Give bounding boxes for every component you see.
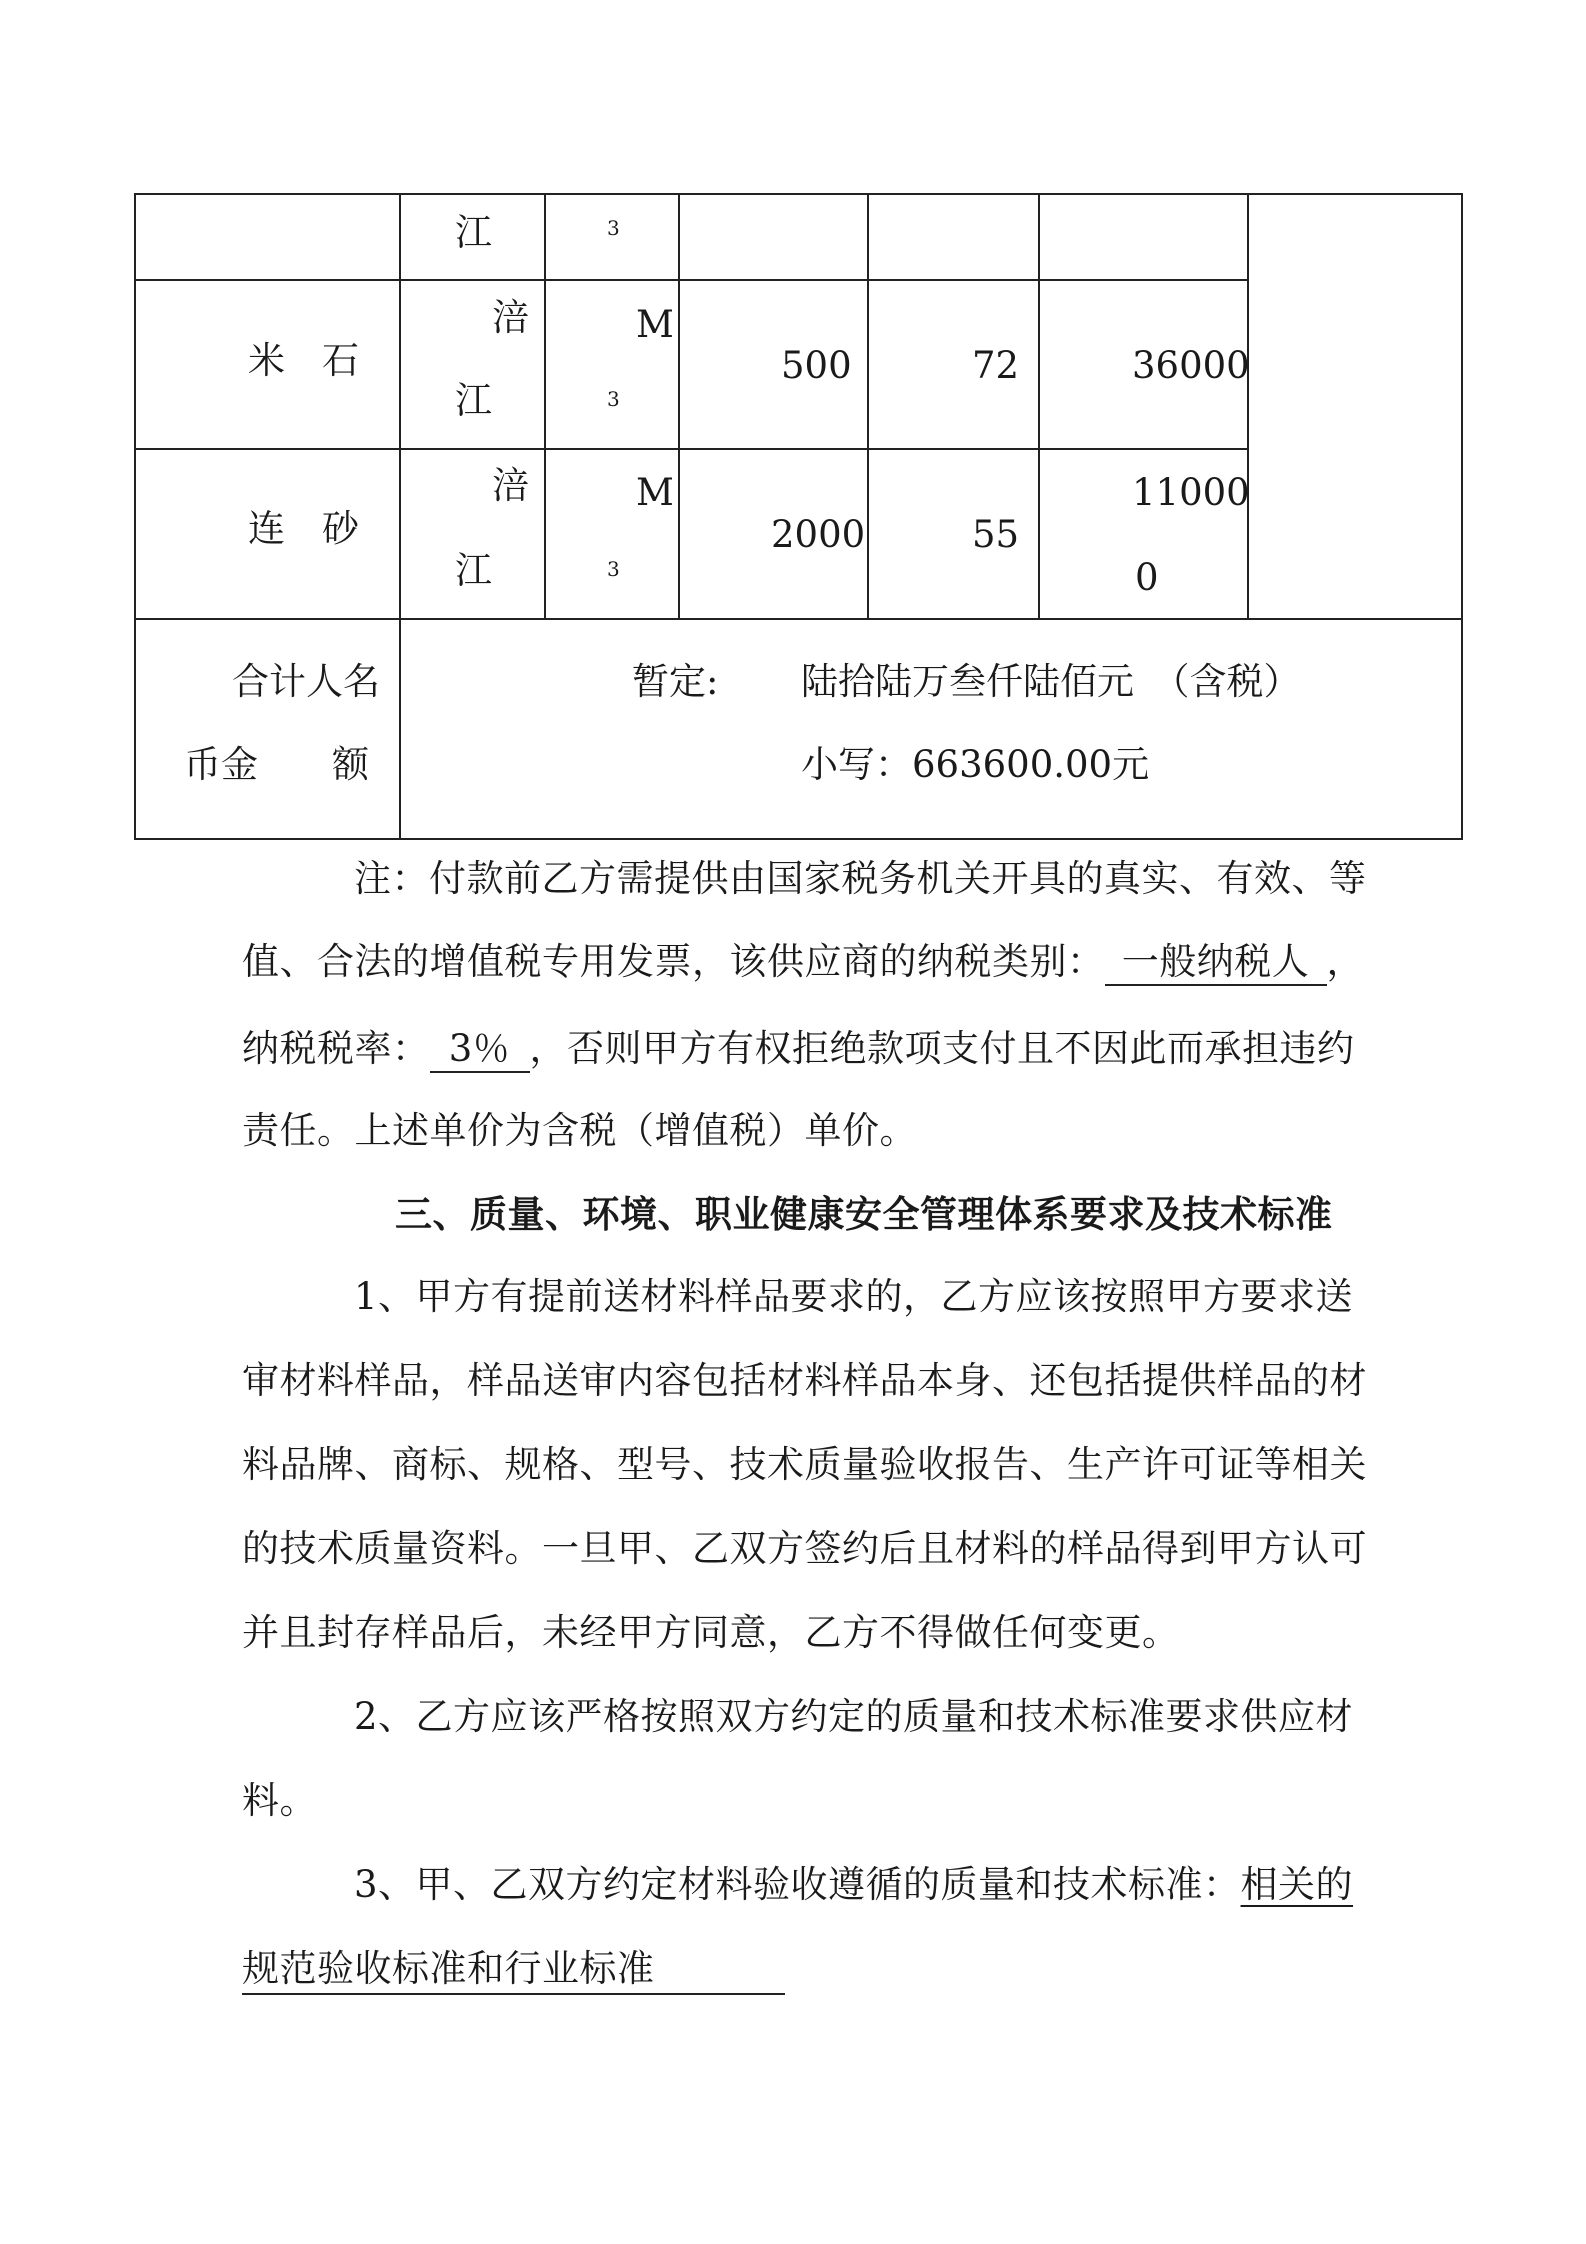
- table-col-line-3: [678, 193, 680, 620]
- table-col-line-6: [1247, 193, 1249, 620]
- origin-cell-line2: 江: [455, 379, 492, 422]
- unit-superscript: 3: [607, 557, 620, 581]
- table-border-right: [1461, 193, 1463, 840]
- note-line-2-text: 值、合法的增值税专用发票，该供应商的纳税类别：: [242, 940, 1105, 983]
- amount-cell: 36000: [1132, 344, 1250, 387]
- total-label-line1: 合计人名: [232, 660, 380, 703]
- table-col-line-2: [544, 193, 546, 620]
- table-col-line-4: [867, 193, 869, 620]
- unit-price-cell: 55: [972, 513, 1020, 556]
- taxpayer-type-field: 一般纳税人: [1105, 943, 1327, 986]
- p1-line-4: 的技术质量资料。一旦甲、乙双方签约后且材料的样品得到甲方认可: [242, 1527, 1367, 1570]
- tentative-label: 暂定:: [632, 660, 719, 703]
- table-col-line-1: [399, 193, 401, 840]
- amount-cell-line1: 11000: [1132, 471, 1250, 514]
- p3-line-1-text: 3、甲、乙双方约定材料验收遵循的质量和技术标准：: [354, 1863, 1241, 1906]
- table-col-line-5: [1038, 193, 1040, 620]
- total-label-line2: 币金 额: [184, 743, 369, 786]
- p3-line-1: [354, 1863, 1354, 1906]
- unit-cell: M: [636, 471, 674, 514]
- material-name-cell: 连 砂: [248, 507, 359, 550]
- p1-line-5: 并且封存样品后，未经甲方同意，乙方不得做任何变更。: [242, 1611, 1180, 1654]
- p2-line-1: 2、乙方应该严格按照双方约定的质量和技术标准要求供应材: [354, 1695, 1354, 1738]
- unit-superscript: 3: [607, 387, 620, 411]
- note-line-3-end: ，否则甲方有权拒绝款项支付且不因此而承担违约: [529, 1027, 1355, 1070]
- total-amount-small: 小写：663600.00元: [801, 743, 1150, 786]
- note-line-2-end: ，: [1326, 940, 1364, 983]
- tax-rate-field: 3％: [430, 1030, 530, 1073]
- note-line-4: 责任。上述单价为含税（增值税）单价。: [242, 1109, 917, 1152]
- note-line-1: 注：付款前乙方需提供由国家税务机关开具的真实、有效、等: [354, 857, 1367, 900]
- table-line-row2: [134, 448, 1249, 450]
- p1-line-2: 审材料样品，样品送审内容包括材料样品本身、还包括提供样品的材: [242, 1359, 1367, 1402]
- p3-underlined-standard-2: 规范验收标准和行业标准: [242, 1950, 785, 1995]
- unit-price-cell: 72: [972, 344, 1020, 387]
- p2-line-2: 料。: [242, 1779, 317, 1822]
- origin-cell-line2: 江: [455, 549, 492, 592]
- total-amount-words: 陆拾陆万叁仟陆佰元 （含税）: [801, 660, 1301, 703]
- note-line-2: [242, 940, 1364, 986]
- origin-cell-line1: 涪: [492, 296, 529, 339]
- section-3-heading: 三、质量、环境、职业健康安全管理体系要求及技术标准: [395, 1192, 1333, 1236]
- table-border-top: [134, 193, 1463, 195]
- unit-cell: M: [636, 303, 674, 346]
- p1-line-1: 1、甲方有提前送材料样品要求的，乙方应该按照甲方要求送: [354, 1275, 1354, 1318]
- quantity-cell: 500: [781, 344, 852, 387]
- quantity-cell: 2000: [771, 513, 866, 556]
- origin-cell-line1: 涪: [492, 464, 529, 507]
- unit-superscript: 3: [607, 216, 620, 240]
- p3-line-2: [242, 1947, 785, 1995]
- material-name-cell: 米 石: [248, 339, 359, 382]
- table-border-left: [134, 193, 136, 840]
- origin-cell: 江: [455, 211, 492, 254]
- note-line-3: [242, 1027, 1355, 1073]
- p1-line-3: 料品牌、商标、规格、型号、技术质量验收报告、生产许可证等相关: [242, 1443, 1367, 1486]
- table-border-bottom: [134, 838, 1463, 840]
- p3-underlined-standard-1: 相关的: [1240, 1863, 1354, 1906]
- note-line-3-text: 纳税税率：: [242, 1027, 430, 1070]
- table-line-row3: [134, 618, 1463, 620]
- table-line-row1: [134, 279, 1249, 281]
- amount-cell-line2: 0: [1135, 556, 1159, 599]
